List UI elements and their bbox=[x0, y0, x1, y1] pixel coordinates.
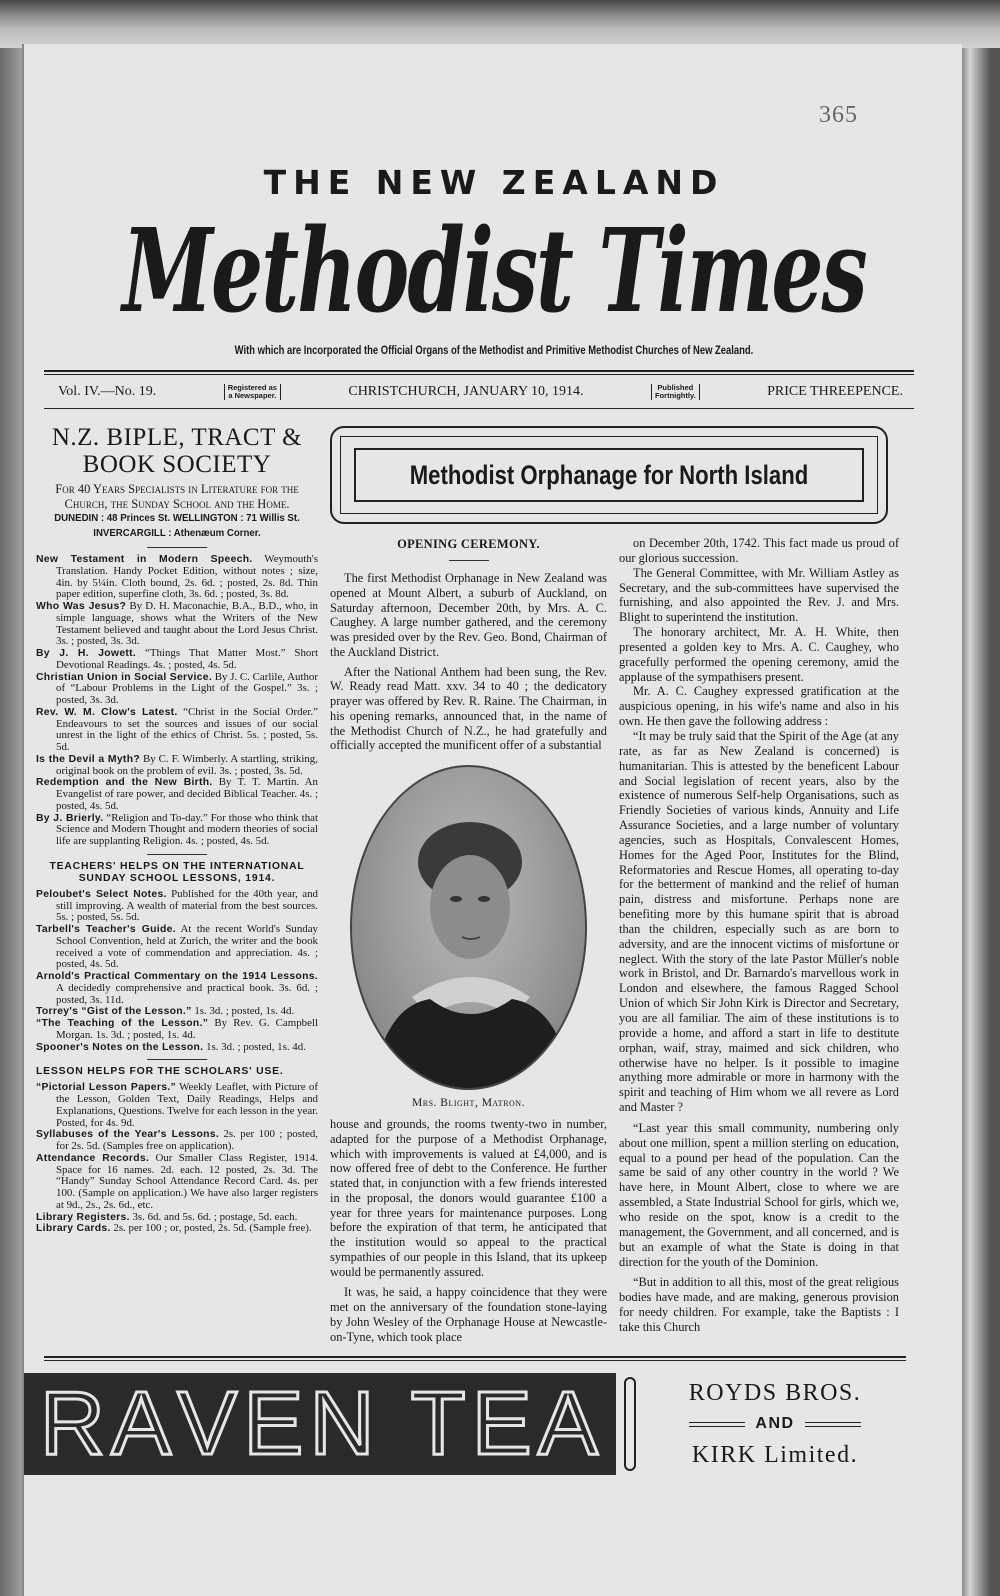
dateline-rule bbox=[44, 408, 914, 409]
society-name-line1: N.Z. BIPLE, TRACT & bbox=[51, 424, 303, 451]
dateline bbox=[58, 381, 903, 403]
masthead-line1: THE NEW ZEALAND bbox=[263, 163, 725, 202]
society-name bbox=[36, 424, 318, 478]
raven-tea-letter: A bbox=[537, 1374, 600, 1475]
book-description: A decidedly comprehensive and practical book. 3s. 6d. ; posted, 3s. 11d. bbox=[56, 981, 318, 1006]
book-description: 3s. 6d. and 5s. 6d. ; postage, 5d. each. bbox=[129, 1210, 298, 1223]
book-list bbox=[36, 554, 318, 848]
paragraph: After the National Anthem had been sung, the Rev. W. Ready read Matt. xxv. 34 to 40 ; the dedicatory prayer was offered by Rev. R. Raine. The Chairman, in his opening remarks, announced that, in the name of the Methodist Church of N.Z., he had gratefully and officially accepted the munificent offer of a substantial bbox=[330, 664, 607, 753]
raven-tea-letter: T bbox=[410, 1374, 468, 1475]
paragraph: The honorary architect, Mr. A. H. White, then presented a golden key to Mrs. A. C. Caughey, who gracefully performed the opening ceremony, amid the applause of the sympathisers present. bbox=[619, 625, 899, 684]
book-entry bbox=[36, 648, 318, 672]
book-title: Is the Devil a Myth? bbox=[36, 753, 140, 765]
book-title: Torrey's “Gist of the Lesson.” bbox=[36, 1006, 192, 1018]
divider bbox=[147, 547, 207, 548]
book-description: “Christ in the Social Order.” Endeavours to set the sources and issues of our social unrest in the light of the ethics of Christ. 5s. ; posted, 5s. 5d. bbox=[56, 705, 318, 753]
article-subhead: OPENING CEREMONY. bbox=[397, 537, 540, 551]
teachers-list bbox=[36, 889, 318, 1054]
paragraph: on December 20th, 1742. This fact made us proud of our glorious succession. bbox=[619, 536, 899, 565]
book-entry bbox=[36, 1018, 318, 1042]
book-description: 2s. per 100 ; posted, for 2s. 5d. (Samples free on application). bbox=[56, 1128, 318, 1152]
book-title: Christian Union in Social Service. bbox=[36, 671, 213, 683]
book-title: Spooner's Notes on the Lesson. bbox=[36, 1041, 204, 1053]
book-entry bbox=[36, 707, 318, 754]
book-title: By J. Brierly. bbox=[36, 812, 104, 824]
page-number: 365 bbox=[819, 102, 858, 128]
advert-divider-ornament bbox=[624, 1377, 636, 1471]
paragraph: house and grounds, the rooms twenty-two in number, adapted for the purpose of a Methodist Orphanage, which with improvements is valued at £4,000, and is now offered free of debt to the Conference. He further stated that, in conjunction with a few friends interested in the proposal, the donors would guarantee £100 a year for three years for maintenance purposes. Long before the expiration of that term, he anticipated that the institution would so appeal to the practical sympathies of our people in this Island, that its upkeep would be permanently assured. bbox=[330, 1117, 607, 1279]
book-description: “Religion and To-day.” For those who think that Science and Modern Thought and modern theories of social life are supplanting Religion. 4s. ; posted, 4s. 5d. bbox=[56, 811, 319, 847]
headline-text: Methodist Orphanage for North Island bbox=[409, 459, 809, 490]
book-description: By D. H. Maconachie, B.A., B.D., who, in simple language, shows what the Writers of the New Testament believed and taught about the Lord Jesus Christ. 3s. ; posted, 3s. 3d. bbox=[56, 600, 318, 648]
raven-tea-letter: R bbox=[40, 1374, 108, 1475]
book-description: 2s. per 100 ; or, posted, 2s. 5d. (Sample free). bbox=[110, 1222, 312, 1235]
book-description: By C. F. Wimberly. A startling, striking, original book on the problem of evil. 3s. ; posted, 3s. 5d. bbox=[56, 752, 318, 777]
book-entry bbox=[36, 1042, 318, 1054]
scholars-heading: LESSON HELPS FOR THE SCHOLARS' USE. bbox=[36, 1066, 284, 1078]
book-title: Arnold's Practical Commentary on the 1914 Lessons. bbox=[36, 971, 318, 982]
masthead-rule bbox=[44, 370, 914, 375]
book-entry bbox=[36, 1223, 318, 1235]
portrait-figure bbox=[352, 767, 587, 1090]
matron-portrait bbox=[350, 765, 587, 1090]
raven-tea-letter: V bbox=[177, 1374, 240, 1475]
divider bbox=[449, 560, 489, 561]
book-description: Published for the 40th year, and still improving. A wealth of material from the best sources. 5s. ; posted, 5s. 5d. bbox=[56, 887, 318, 924]
paragraph: “Last year this small community, numbering only about one million, spent a million sterling on education, equal to a pound per head of the population. Can the same be said of any other country in the world ? We have here, in Mount Albert, close to where we are assembled, a State Industrial School for girls, which we, who reside on the spot, know is a credit to the management, the Government, and all concerned, and is but an example of what the State is doing in that direction for the youth of the Dominion. bbox=[619, 1120, 899, 1269]
headline-frame bbox=[330, 426, 888, 524]
book-entry bbox=[36, 1129, 318, 1153]
masthead-title: Methodist Times bbox=[122, 204, 866, 340]
book-entry bbox=[36, 889, 318, 924]
article-columns bbox=[330, 536, 909, 1344]
book-entry bbox=[36, 777, 318, 812]
divider bbox=[147, 854, 207, 855]
book-title: By J. H. Jowett. bbox=[36, 648, 137, 659]
kirk-name: KIRK Limited. bbox=[691, 1442, 859, 1469]
book-description: By T. T. Martin. An Evangelist of rare power, and decided Biblical Teacher. 4s. ; posted, 4s. 5d. bbox=[56, 776, 318, 812]
place-date: CHRISTCHURCH, JANUARY 10, 1914. bbox=[348, 384, 584, 399]
book-title: “The Teaching of the Lesson.” bbox=[36, 1018, 209, 1029]
society-address-2: INVERCARGILL : Athenæum Corner. bbox=[93, 527, 261, 539]
paragraph: It was, he said, a happy coincidence that they were met on the anniversary of the foundation stone-laying by John Wesley of the Orphanage House at Newcastle-on-Tyne, which took place bbox=[330, 1285, 607, 1344]
book-description: 1s. 3d. ; posted, 1s. 4d. bbox=[203, 1040, 306, 1053]
book-entry bbox=[36, 1153, 318, 1212]
scholars-list bbox=[36, 1082, 318, 1235]
book-title: Peloubet's Select Notes. bbox=[36, 888, 167, 900]
book-description: Our Smaller Class Register, 1914. Space for 16 names. 2d. each. 12 posted, 2s. 3d. The “Handy” Sunday School Attendance Record Card. 4s. per 100. (Sample on application.) We have also larger registers at 9d., 2s., 2s. 6d., etc. bbox=[56, 1151, 319, 1211]
paragraph: “It may be truly said that the Spirit of the Age (at any rate, as far as New Zealand is concerned) is humanitarian. This is attested by the beneficent Labour and Social legislation of recent years, also by the existence of numerous Self-help Organisations, such as Friendly Societies of various kinds, Annuity and Life Assurance Societies, and a large number of voluntary agencies, such as Hospitals, Convalescent Homes, Homes for the Aged Poor, Institutes for the Blind, Reformatories and Rescue Homes, all operating to-day for the betterment of mankind and the relief of human pain, distress and misfortune. Perhaps none are benefiting more by this humane spirit that is abroad than the children, especially such as are born to adversity, and are the innocent victims of misfortune or neglect. With the story of the late Pastor Müller's noble work in Bristol, and Dr. Barnardo's marvellous work in London and elsewhere, the famous Ragged School Union of which Sir John Kirk is Director and Secretary, you are all familiar. The aim of these institutions is to provide a home, and afford a start in life to destitute orphan, waif, stray, maimed and sick children, who otherwise have no helper. Is it possible to imagine anything more admirable or more in harmony with the spirit and teaching of Him whom we all revere as Lord and Master ? bbox=[619, 728, 899, 1115]
page-content bbox=[36, 418, 909, 1475]
raven-tea-advert bbox=[24, 1373, 616, 1475]
book-entry bbox=[36, 924, 318, 971]
divider bbox=[147, 1059, 207, 1060]
book-entry bbox=[36, 672, 318, 707]
book-description: “Things That Matter Most.” Short Devotional Readings. 4s. ; posted, 4s. 5d. bbox=[56, 647, 318, 671]
and-text: AND bbox=[755, 1415, 795, 1433]
paragraph: The first Methodist Orphanage in New Zealand was opened at Mount Albert, a suburb of Auckland, on Saturday afternoon, December 20th, by Mrs. A. C. Caughey. A large number gathered, and the ceremony was presided over by the Rev. Geo. Bond, Chairman of the Auckland District. bbox=[330, 571, 607, 659]
book-title: Syllabuses of the Year's Lessons. bbox=[36, 1129, 220, 1141]
book-title: New Testament in Modern Speech. bbox=[36, 554, 253, 565]
published-note bbox=[651, 384, 700, 400]
columns bbox=[36, 418, 909, 1344]
newspaper-page bbox=[22, 44, 962, 1596]
paragraph: Mr. A. C. Caughey expressed gratification at the auspicious opening, in his wife's name and also in his own. He then gave the following address : bbox=[619, 684, 899, 729]
published-line2: Fortnightly. bbox=[654, 391, 696, 400]
book-entry bbox=[36, 754, 318, 778]
article-right-column bbox=[619, 536, 899, 1335]
paragraph: “But in addition to all this, most of the great religious bodies have made, and are making, generous provision for needy children. For example, take the Baptists : I take this Church bbox=[619, 1275, 899, 1334]
book-title: Library Cards. bbox=[36, 1223, 111, 1235]
article bbox=[330, 418, 909, 1344]
royds-name: ROYDS BROS. bbox=[688, 1380, 862, 1407]
book-entry bbox=[36, 554, 318, 601]
book-entry bbox=[36, 601, 318, 648]
registered-line1: Registered as bbox=[227, 383, 277, 392]
volume-number: Vol. IV.—No. 19. bbox=[58, 384, 157, 399]
book-description: 1s. 3d. ; posted, 1s. 4d. bbox=[191, 1005, 295, 1018]
book-description: By Rev. G. Campbell Morgan. 1s. 3d. ; posted, 1s. 4d. bbox=[56, 1017, 319, 1041]
registered-note bbox=[224, 384, 281, 400]
book-description: By J. C. Carlile, Author of “Labour Problems in the Light of the Gospel.” 3s. ; posted, 3s. 3d. bbox=[56, 670, 318, 706]
book-entry bbox=[36, 971, 318, 1006]
page-top-edge bbox=[0, 0, 1000, 48]
book-title: Tarbell's Teacher's Guide. bbox=[36, 924, 176, 935]
book-title: Attendance Records. bbox=[36, 1152, 150, 1164]
article-middle-column bbox=[330, 536, 607, 1344]
book-entry bbox=[36, 1082, 318, 1129]
raven-tea-letter: N bbox=[309, 1374, 377, 1475]
book-description: Weekly Leaflet, with Picture of the Lesson, Golden Text, Daily Readings, Helps and Explanations, Questions. Twelve for each lesson in the year. Posted, for 4s. 9d. bbox=[56, 1081, 318, 1129]
book-description: Weymouth's Translation. Handy Pocket Edition, without notes ; size, 4in. by 5¼in. Cloth bound, 2s. 6d. ; posted, 2s. 8d. Thin paper edition, superfine cloth, 3s. 6d. ; posted, 3s. 8d. bbox=[56, 553, 319, 601]
society-tagline: For 40 Years Specialists in Literature for the Church, the Sunday School and the Home. bbox=[55, 482, 299, 511]
registered-line2: a Newspaper. bbox=[228, 391, 277, 400]
royds-bros-advert bbox=[644, 1378, 906, 1470]
society-name-line2: BOOK SOCIETY bbox=[82, 451, 272, 478]
book-description: At the recent World's Sunday School Convention, held at Zurich, the writer and the book received a vote of commendation and appreciation. 4s. ; posted, 4s. 5d. bbox=[56, 923, 319, 971]
book-title: Library Registers. bbox=[36, 1211, 130, 1223]
book-title: Redemption and the New Birth. bbox=[36, 777, 213, 789]
price: PRICE THREEPENCE. bbox=[767, 384, 903, 399]
and-line bbox=[644, 1414, 906, 1434]
raven-tea-letter: E bbox=[243, 1374, 306, 1475]
article-headline bbox=[354, 448, 864, 502]
advert-row bbox=[24, 1373, 909, 1475]
book-title: “Pictorial Lesson Papers.” bbox=[36, 1082, 176, 1094]
raven-tea-letter: E bbox=[471, 1374, 534, 1475]
raven-tea-letter: A bbox=[111, 1374, 174, 1475]
published-line1: Published bbox=[657, 383, 694, 392]
bottom-adverts bbox=[36, 1356, 909, 1475]
photo-caption: Mrs. Blight, Matron. bbox=[412, 1097, 525, 1109]
teachers-heading: TEACHERS' HELPS ON THE INTERNATIONAL SUNDAY SCHOOL LESSONS, 1914. bbox=[49, 860, 305, 884]
masthead-subtitle: With which are Incorporated the Official Organs of the Methodist and Primitive Methodist Churches of New Zealand. bbox=[234, 345, 754, 357]
book-title: Who Was Jesus? bbox=[36, 601, 127, 612]
book-entry bbox=[36, 813, 318, 848]
advert-rule bbox=[44, 1356, 906, 1361]
society-address-1: DUNEDIN : 48 Princes St. WELLINGTON : 71 Willis St. bbox=[54, 512, 300, 524]
book-title: Rev. W. M. Clow's Latest. bbox=[36, 706, 178, 718]
paragraph: The General Committee, with Mr. William Astley as Secretary, and the sub-committees have supervised the furnishing, and also appointed the Rev. J. and Mrs. Blight to superintend the institution. bbox=[619, 565, 899, 625]
bible-society-advert bbox=[36, 418, 318, 1235]
